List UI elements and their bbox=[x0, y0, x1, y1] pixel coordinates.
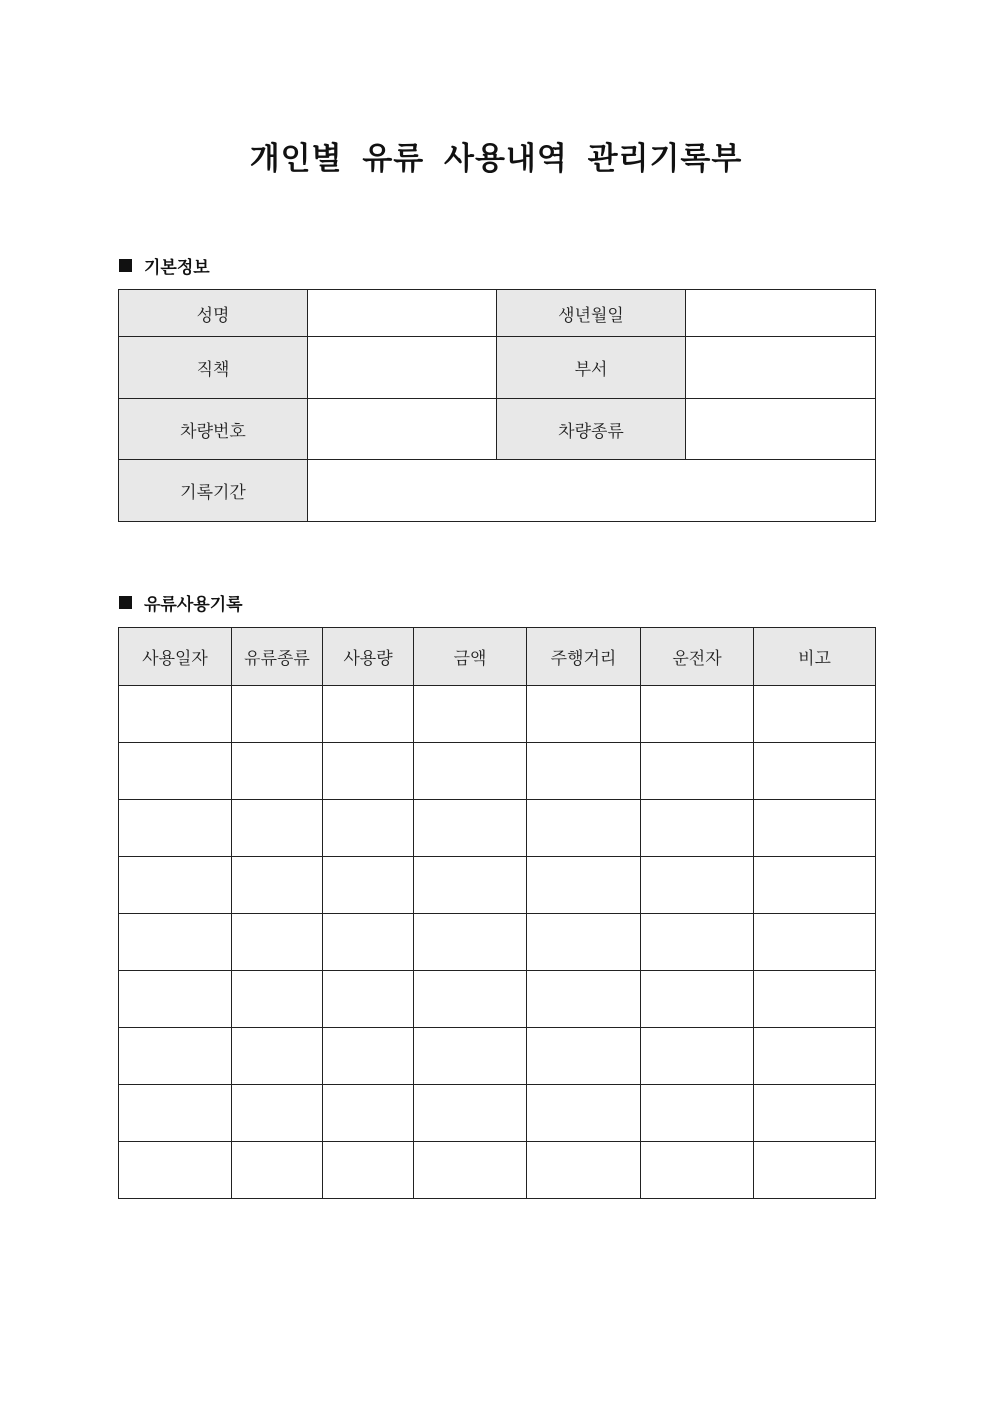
column-header-amount-used: 사용량 bbox=[323, 628, 414, 686]
table-row bbox=[119, 914, 876, 971]
table-row bbox=[119, 800, 876, 857]
amount-used-cell[interactable] bbox=[323, 1142, 414, 1199]
fuel-type-cell[interactable] bbox=[232, 1142, 323, 1199]
mileage-cell[interactable] bbox=[527, 857, 641, 914]
driver-cell[interactable] bbox=[641, 1028, 754, 1085]
fuel-type-cell[interactable] bbox=[232, 1085, 323, 1142]
record-period-field[interactable] bbox=[308, 460, 876, 522]
column-header-fuel-type: 유류종류 bbox=[232, 628, 323, 686]
mileage-cell[interactable] bbox=[527, 914, 641, 971]
table-row bbox=[119, 337, 876, 399]
fuel-type-cell[interactable] bbox=[232, 857, 323, 914]
note-cell[interactable] bbox=[754, 971, 876, 1028]
usage-record-table bbox=[118, 627, 876, 1199]
driver-cell[interactable] bbox=[641, 1085, 754, 1142]
label-record-period: 기록기간 bbox=[119, 460, 308, 522]
date-cell[interactable] bbox=[119, 686, 232, 743]
table-header-row bbox=[119, 628, 876, 686]
table-row bbox=[119, 1085, 876, 1142]
label-vehicle-type: 차량종류 bbox=[497, 399, 686, 460]
label-birthdate: 생년월일 bbox=[497, 290, 686, 337]
cost-cell[interactable] bbox=[414, 971, 527, 1028]
date-cell[interactable] bbox=[119, 1085, 232, 1142]
label-position: 직책 bbox=[119, 337, 308, 399]
table-row bbox=[119, 686, 876, 743]
date-cell[interactable] bbox=[119, 743, 232, 800]
column-header-mileage: 주행거리 bbox=[527, 628, 641, 686]
note-cell[interactable] bbox=[754, 1028, 876, 1085]
note-cell[interactable] bbox=[754, 1085, 876, 1142]
label-name: 성명 bbox=[119, 290, 308, 337]
position-field[interactable] bbox=[308, 337, 497, 399]
date-cell[interactable] bbox=[119, 914, 232, 971]
fuel-type-cell[interactable] bbox=[232, 743, 323, 800]
cost-cell[interactable] bbox=[414, 857, 527, 914]
driver-cell[interactable] bbox=[641, 914, 754, 971]
fuel-type-cell[interactable] bbox=[232, 800, 323, 857]
fuel-type-cell[interactable] bbox=[232, 686, 323, 743]
department-field[interactable] bbox=[686, 337, 876, 399]
cost-cell[interactable] bbox=[414, 686, 527, 743]
column-header-date: 사용일자 bbox=[119, 628, 232, 686]
driver-cell[interactable] bbox=[641, 971, 754, 1028]
driver-cell[interactable] bbox=[641, 686, 754, 743]
driver-cell[interactable] bbox=[641, 743, 754, 800]
cost-cell[interactable] bbox=[414, 1085, 527, 1142]
note-cell[interactable] bbox=[754, 800, 876, 857]
driver-cell[interactable] bbox=[641, 1142, 754, 1199]
mileage-cell[interactable] bbox=[527, 1142, 641, 1199]
fuel-type-cell[interactable] bbox=[232, 971, 323, 1028]
table-row bbox=[119, 743, 876, 800]
table-row bbox=[119, 460, 876, 522]
amount-used-cell[interactable] bbox=[323, 743, 414, 800]
mileage-cell[interactable] bbox=[527, 1028, 641, 1085]
vehicle-type-field[interactable] bbox=[686, 399, 876, 460]
cost-cell[interactable] bbox=[414, 800, 527, 857]
section-heading-basic-info bbox=[119, 253, 210, 278]
table-row bbox=[119, 290, 876, 337]
fuel-type-cell[interactable] bbox=[232, 914, 323, 971]
cost-cell[interactable] bbox=[414, 1028, 527, 1085]
driver-cell[interactable] bbox=[641, 800, 754, 857]
date-cell[interactable] bbox=[119, 1028, 232, 1085]
amount-used-cell[interactable] bbox=[323, 1085, 414, 1142]
section-heading-label: 유류사용기록 bbox=[144, 595, 243, 615]
driver-cell[interactable] bbox=[641, 857, 754, 914]
date-cell[interactable] bbox=[119, 857, 232, 914]
document-title: 개인별 유류 사용내역 관리기록부 bbox=[249, 141, 743, 177]
birthdate-field[interactable] bbox=[686, 290, 876, 337]
mileage-cell[interactable] bbox=[527, 686, 641, 743]
vehicle-number-field[interactable] bbox=[308, 399, 497, 460]
amount-used-cell[interactable] bbox=[323, 686, 414, 743]
cost-cell[interactable] bbox=[414, 1142, 527, 1199]
name-field[interactable] bbox=[308, 290, 497, 337]
table-row bbox=[119, 857, 876, 914]
table-row bbox=[119, 1028, 876, 1085]
amount-used-cell[interactable] bbox=[323, 1028, 414, 1085]
table-row bbox=[119, 399, 876, 460]
amount-used-cell[interactable] bbox=[323, 971, 414, 1028]
amount-used-cell[interactable] bbox=[323, 800, 414, 857]
note-cell[interactable] bbox=[754, 743, 876, 800]
mileage-cell[interactable] bbox=[527, 971, 641, 1028]
amount-used-cell[interactable] bbox=[323, 914, 414, 971]
section-heading-usage-record bbox=[119, 590, 243, 615]
table-row bbox=[119, 1142, 876, 1199]
column-header-cost: 금액 bbox=[414, 628, 527, 686]
section-heading-label: 기본정보 bbox=[144, 258, 210, 278]
note-cell[interactable] bbox=[754, 857, 876, 914]
column-header-note: 비고 bbox=[754, 628, 876, 686]
mileage-cell[interactable] bbox=[527, 743, 641, 800]
label-vehicle-number: 차량번호 bbox=[119, 399, 308, 460]
note-cell[interactable] bbox=[754, 686, 876, 743]
amount-used-cell[interactable] bbox=[323, 857, 414, 914]
date-cell[interactable] bbox=[119, 971, 232, 1028]
square-bullet-icon bbox=[119, 259, 132, 272]
note-cell[interactable] bbox=[754, 1142, 876, 1199]
table-row bbox=[119, 971, 876, 1028]
date-cell[interactable] bbox=[119, 800, 232, 857]
column-header-driver: 운전자 bbox=[641, 628, 754, 686]
date-cell[interactable] bbox=[119, 1142, 232, 1199]
cost-cell[interactable] bbox=[414, 914, 527, 971]
cost-cell[interactable] bbox=[414, 743, 527, 800]
mileage-cell[interactable] bbox=[527, 800, 641, 857]
note-cell[interactable] bbox=[754, 914, 876, 971]
square-bullet-icon bbox=[119, 596, 132, 609]
fuel-type-cell[interactable] bbox=[232, 1028, 323, 1085]
basic-info-table bbox=[118, 289, 876, 522]
label-department: 부서 bbox=[497, 337, 686, 399]
mileage-cell[interactable] bbox=[527, 1085, 641, 1142]
